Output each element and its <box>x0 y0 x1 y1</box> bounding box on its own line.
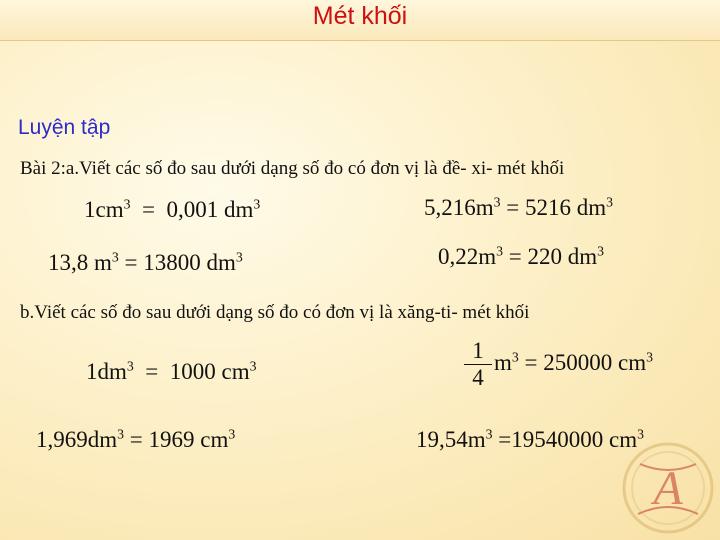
title-bar <box>0 0 720 41</box>
equation-b3: $1,969dm^3 = 1969$ $cm^3$ <box>36 426 236 452</box>
equation-b2: $m^3 = 250000$ $cm^3$ <box>494 349 654 375</box>
fraction-denominator: 4 <box>472 365 484 390</box>
equation-a3: 13,8 $m^3 = 13800$ $dm^3$ <box>48 249 243 275</box>
equation-a2: $5,216m^3 = 5216$ $dm^3$ <box>424 194 614 220</box>
section-label: Luyện tập <box>18 116 111 139</box>
equation-b4: $19,54m^3 =19540000$ $cm^3$ <box>416 426 645 452</box>
equation-b1: $1dm^3 = 1000$ $cm^3$ <box>86 358 257 384</box>
fraction-one-quarter <box>464 338 492 391</box>
page-title: Mét khối <box>312 2 408 30</box>
part-a-instruction: Bài 2:a.Viết các số đo sau dưới dạng số đo có đơn vị là đề- xi- mét khối <box>20 158 565 179</box>
part-b-instruction: b.Viết các số đo sau dưới dạng số đo có đơn vị là xăng-ti- mét khối <box>20 302 530 323</box>
logo-emblem <box>620 440 716 536</box>
equation-a1: $1cm^3 = 0,001$ $dm^3$ <box>84 196 261 222</box>
equation-a4: $0,22m^3 = 220$ $dm^3$ <box>438 243 605 269</box>
logo-letter: A <box>653 462 683 515</box>
fraction-numerator: 1 <box>472 338 484 363</box>
